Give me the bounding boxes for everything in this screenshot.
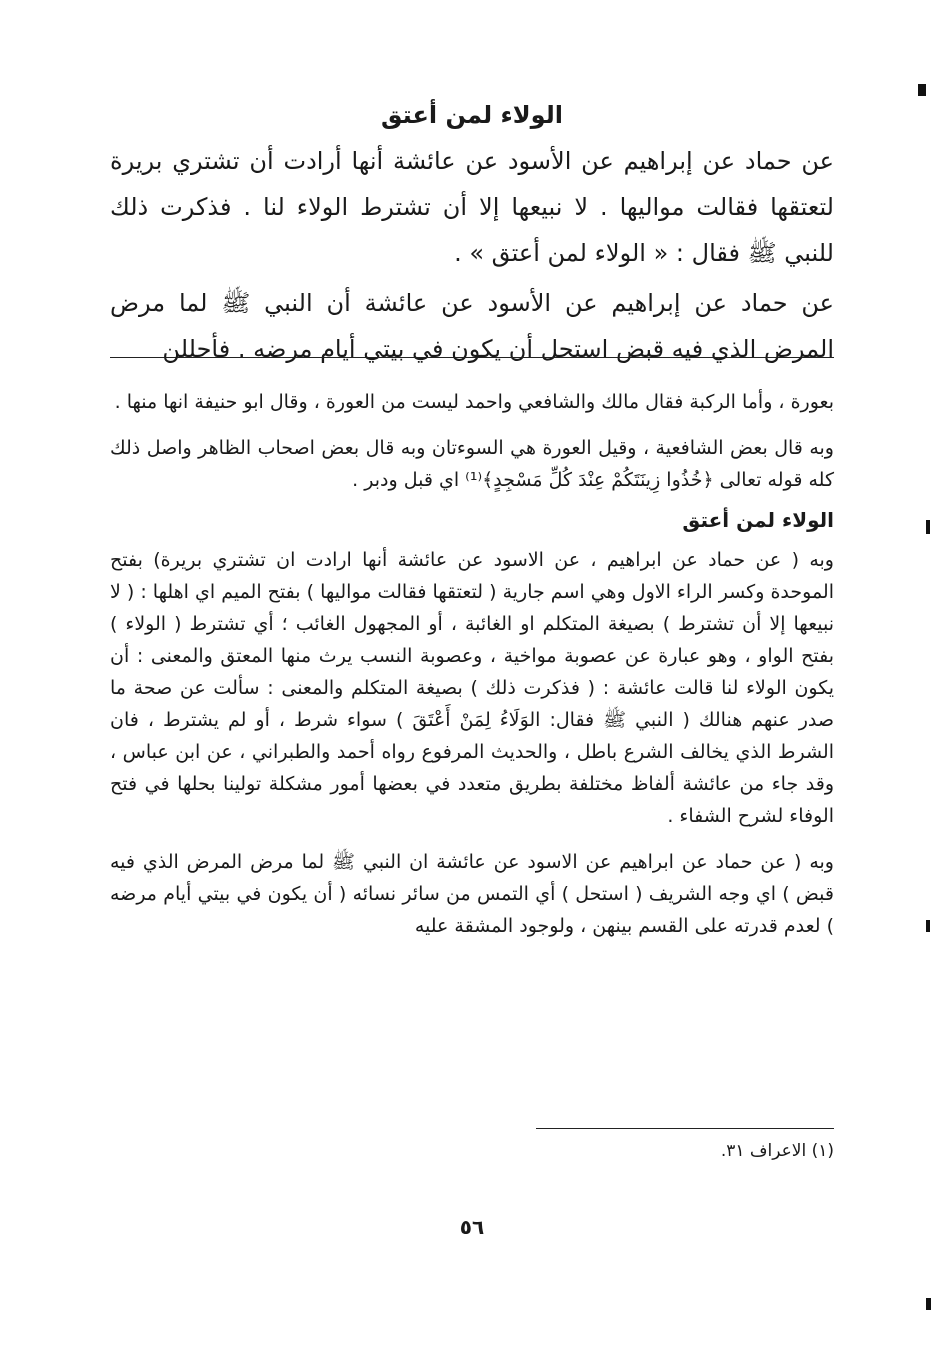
scan-edge-mark (926, 1298, 931, 1310)
section-divider (110, 357, 834, 358)
hadith-paragraph-2: عن حماد عن إبراهيم عن الأسود عن عائشة أن النبي ﷺ لما مرض المرض الذي فيه قبض استحل أن يكون في بيتي أيام مرضه . فأحللن (110, 289, 834, 363)
footnote-divider (536, 1128, 834, 1129)
commentary-subtitle: الولاء لمن أعتق (682, 508, 834, 532)
commentary-paragraph-4: وبه ( عن حماد عن ابراهيم عن الاسود عن عائشة ان النبي ﷺ لما مرض المرض الذي فيه قبض ) اي وجه الشريف ( استحل ) أي التمس من سائر نسائه ( أن يكون في بيتي أيام مرضه ) لعدم قدرته على القسم بينهن ، ولوجود المشقة عليه (110, 851, 834, 937)
scan-edge-mark (918, 84, 926, 96)
hadith-paragraph-1: عن حماد عن إبراهيم عن الأسود عن عائشة أنها أرادت أن تشتري بريرة لتعتقها فقالت مواليها . لا نبيعها إلا أن تشترط الولاء لنا . فذكرت ذلك للنبي ﷺ فقال : « الولاء لمن أعتق » . (110, 147, 834, 267)
top-section-title: الولاء لمن أعتق (381, 101, 563, 129)
commentary-block (110, 386, 834, 942)
hadith-text-block (110, 138, 834, 372)
scan-edge-mark (926, 520, 930, 534)
commentary-paragraph-2: وبه قال بعض الشافعية ، وقيل العورة هي السوءتان وبه قال بعض اصحاب الظاهر واصل ذلك كله قوله تعالى ﴿خُذُوا زِينَتَكُمْ عِنْدَ كُلِّ مَسْجِدٍ﴾⁽¹⁾ اي قبل ودبر . (110, 437, 834, 491)
commentary-paragraph-1: بعورة ، وأما الركبة فقال مالك والشافعي واحمد ليست من العورة ، وقال ابو حنيفة انها منها . (114, 391, 834, 413)
scan-edge-mark (926, 920, 930, 932)
page-number: ٥٦ (459, 1215, 485, 1239)
commentary-paragraph-3: وبه ( عن حماد عن ابراهيم ، عن الاسود عن عائشة أنها ارادت ان تشتري بريرة) بفتح الموحدة وكسر الراء الاول وهي اسم جارية ( لتعتقها فقالت مواليها ) بفتح الميم اي اهلها : ( لا نبيعها إلا أن تشترط ) بصيغة المتكلم او الغائبة ، أو المجهول الغائب ؛ أي تشترط ( الولاء ) بفتح الواو ، وهو عبارة عن عصوبة مواخية ، وعصوبة النسب يرث منها المعتق والمعنى : أن يكون الولاء لنا قالت عائشة : ( فذكرت ذلك ) بصيغة المتكلم والمعنى : سألت عن صحة ما صدر عنهم هنالك ( النبي ﷺ فقال: الوَلَاءُ لِمَنْ أَعْتَقَ ) سواء شرط ، أو لم يشترط ، فان الشرط الذي يخالف الشرع باطل ، والحديث المرفوع رواه أحمد والطبراني ، عن ابن عباس ، وقد جاء من عائشة ألفاظ مختلفة بطريق متعدد في بعضها أمور مشكلة تولينا بحلها في فتح الوفاء لشرح الشفاء . (110, 549, 834, 827)
footnote: (١) الاعراف ٣١. (720, 1141, 834, 1161)
